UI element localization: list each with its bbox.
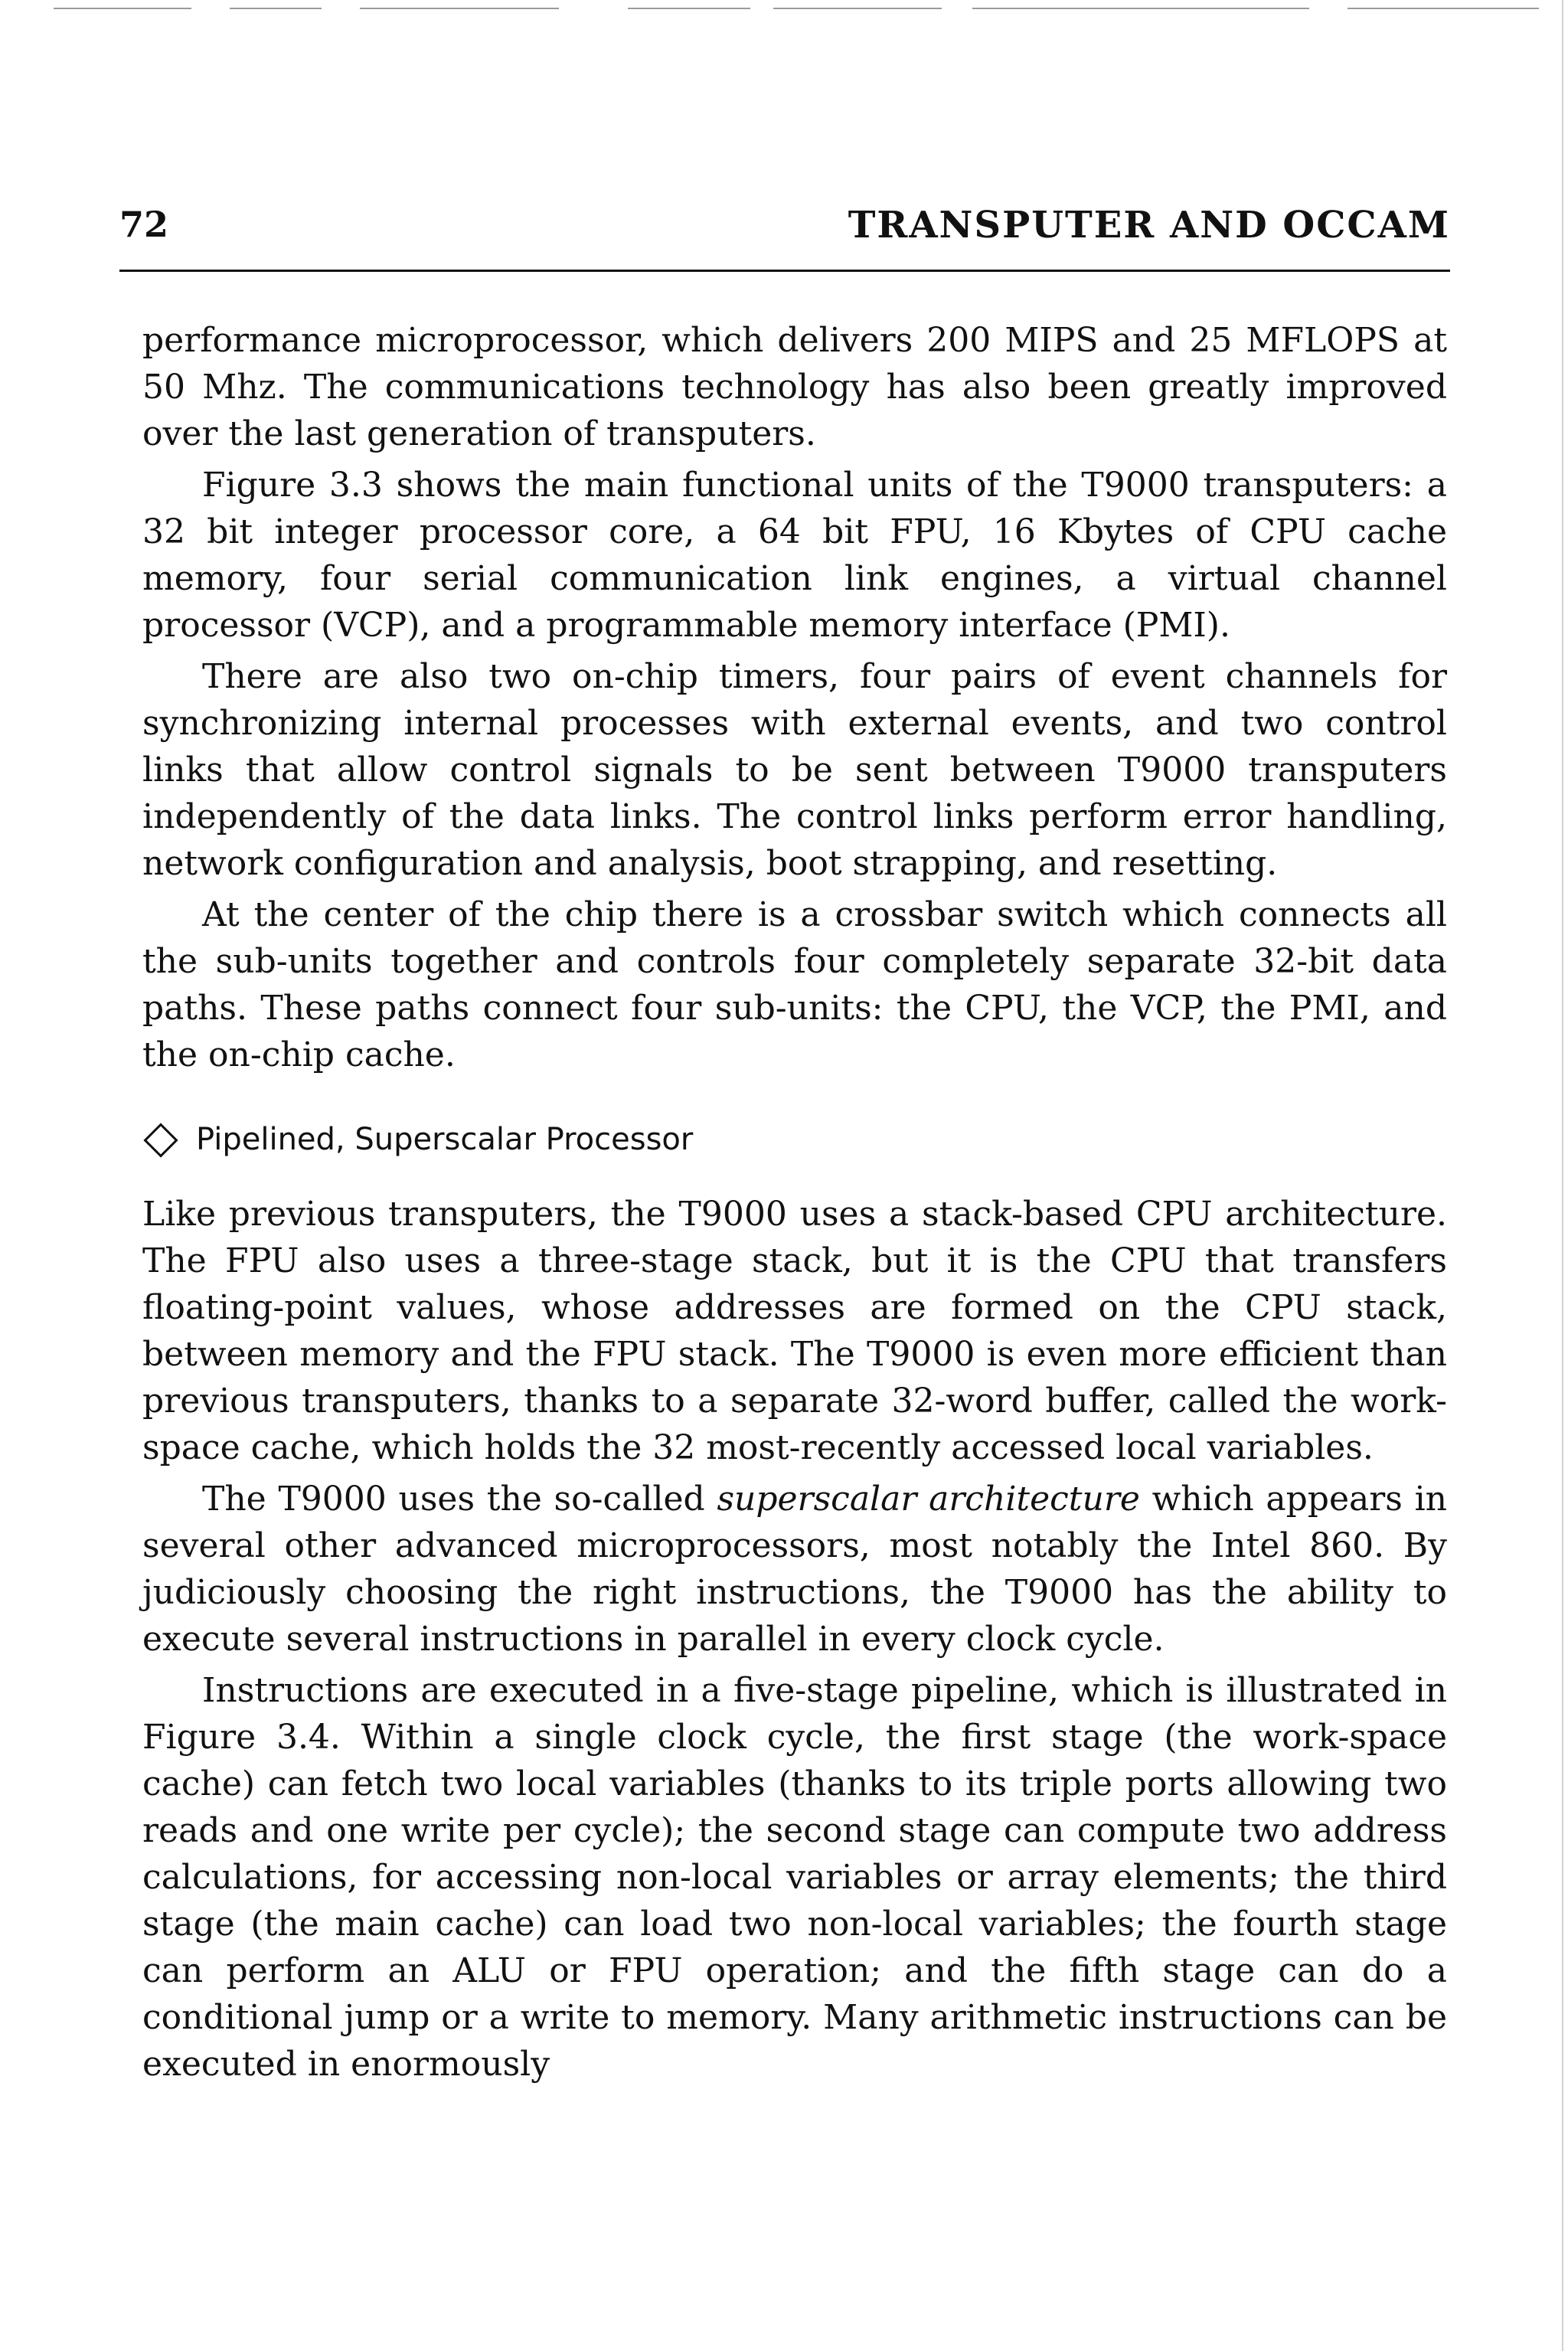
paragraph: At the center of the chip there is a crossbar switch which connects all the sub-units together and controls four completely separate 32-bit data paths. These paths connect four sub-units: the CPU, the VCP, the PMI, and the on-chip cache. [142,895,1447,1074]
section-heading [142,1117,1447,1163]
emphasis-text: superscalar architecture [717,1480,1140,1519]
scan-artifact [1348,8,1539,9]
paragraph: Instructions are executed in a five-stage pipeline, which is illustrated in Figure 3.4. Within a single clock cycle, the first stage (the work-space cache) can fetch two local variables (thanks to its triple ports allowing two reads and one write per cycle); the second stage can compute two address calculations, for accessing non-local variables or array elements; the third stage (the main cache) can load two non-local variables; the fourth stage can perform an ALU or FPU operation; and the fifth stage can do a conditional jump or a write to memory. Many arithmetic instructions can be executed in enormously [142,1671,1447,2084]
scan-artifact [773,8,942,9]
paragraph: Like previous transputers, the T9000 uses a stack-based CPU architecture. The FPU also uses a three-stage stack, but it is the CPU that transfers floating-point values, whose addresses are formed on the CPU stack, between memory and the FPU stack. The T9000 is even more efficient than previous transputers, thanks to a separate 32-word buffer, called the work-space cache, which holds the 32 most-recently accessed local variables. [142,1195,1447,1467]
section-title: Pipelined, Superscalar Processor [196,1122,694,1157]
body-text [142,317,1447,2088]
scan-artifact [972,8,1309,9]
scan-artifact [360,8,559,9]
paragraph-text: The T9000 uses the so-called [202,1480,717,1519]
diamond-icon [143,1123,178,1157]
paragraph: There are also two on-chip timers, four pairs of event channels for synchronizing internal processes with external events, and two control links that allow control signals to be sent between T9000 transputers independently of the data links. The control links perform error handling, network configuration and analysis, boot strapping, and resetting. [142,657,1447,883]
scan-artifact [628,8,750,9]
paragraph: Figure 3.3 shows the main functional units of the T9000 transputers: a 32 bit integer processor core, a 64 bit FPU, 16 Kbytes of CPU cache memory, four serial communication link engines, a virtual channel processor (VCP), and a programmable memory interface (PMI). [142,466,1447,645]
scan-artifact [230,8,322,9]
scan-artifact [54,8,191,9]
running-title: TRANSPUTER AND OCCAM [848,204,1450,247]
paragraph: performance microprocessor, which delivers 200 MIPS and 25 MFLOPS at 50 Mhz. The communications technology has also been greatly improved over the last generation of transputers. [142,321,1447,453]
paragraph-text: which appears in several other advanced microprocessors, most notably the Intel 860. By judiciously choosing the right instructions, the T9000 has the ability to execute several instructions in parallel in every clock cycle. [142,1480,1447,1659]
page-edge [1562,0,1563,2351]
paragraph [142,1476,1447,1663]
page-number: 72 [119,204,169,245]
page-header [119,201,1450,272]
